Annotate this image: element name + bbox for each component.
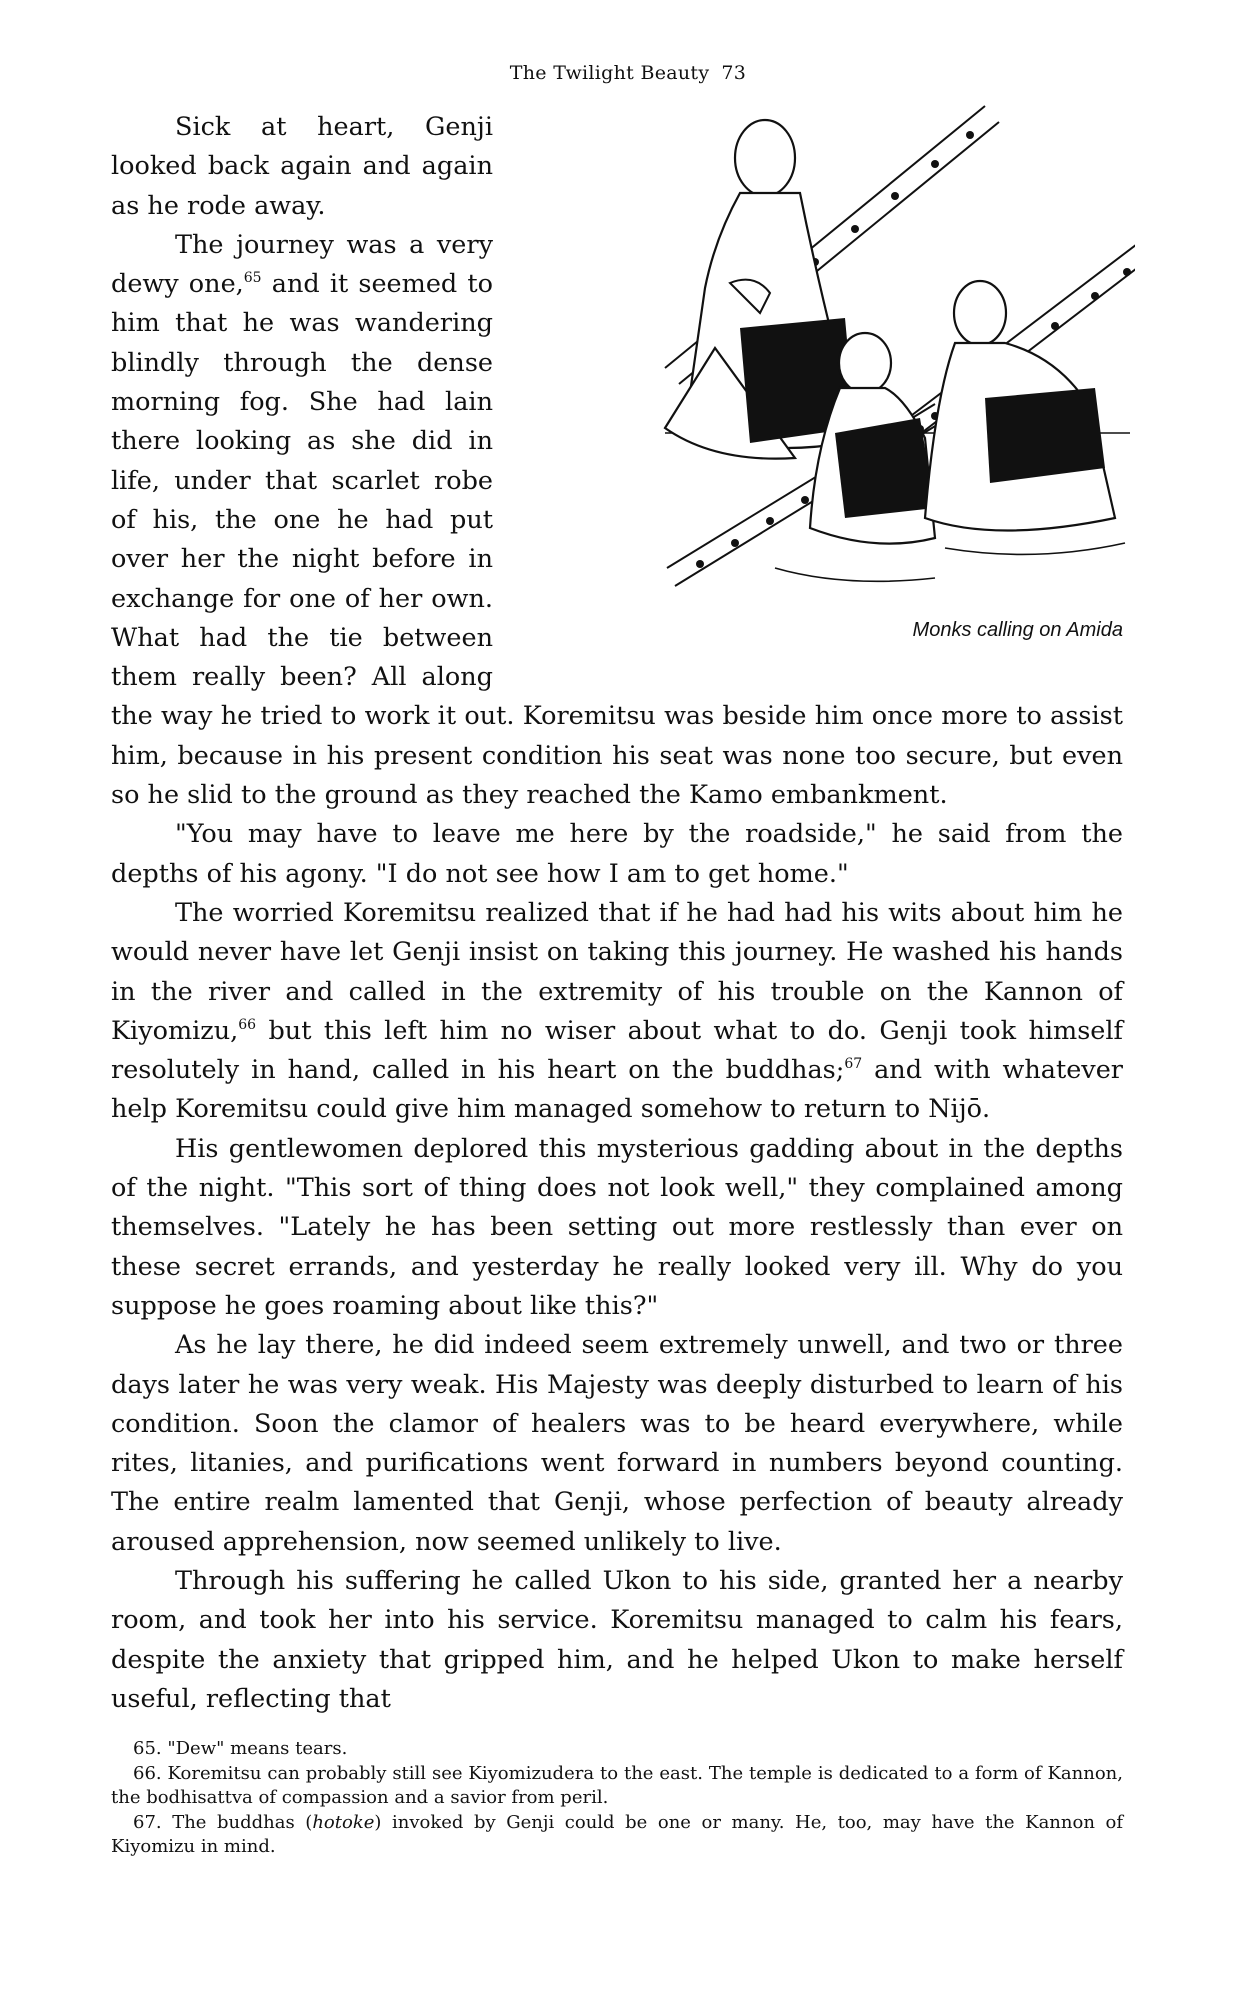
text-run: Through his suffering he called Ukon to his side, granted her a nearby room, and took her into his service. Koremitsu managed to calm his fears, despite the anxiety that gripped him, and he helped Ukon to make herself useful, reflecting that (111, 1565, 1123, 1714)
footnotes (111, 1737, 1123, 1860)
figure-caption: Monks calling on Amida (912, 619, 1123, 641)
text-run: The worried Koremitsu realized that if he had had his wits about him he would never have let Genji insist on taking this journey. He washed his hands in the river and called in the extremity of his trouble on the Kannon of Kiyomizu, (111, 897, 1123, 1046)
paragraph (111, 815, 1123, 894)
monks-illustration (515, 98, 1135, 608)
text-run: "You may have to leave me here by the roadside," he said from the depths of his agony. "I do not see how I am to get home." (111, 819, 1123, 889)
footnote (111, 1737, 1123, 1762)
footnote-ref: 67 (844, 1056, 863, 1073)
body-text (111, 108, 1123, 1719)
footnote-ref: 65 (243, 270, 262, 287)
paragraph (111, 1130, 1123, 1326)
italic-term: hotoke (312, 1811, 375, 1833)
chapter-title: The Twilight Beauty (509, 62, 710, 84)
paragraph (111, 1562, 1123, 1719)
text-run: 67. The buddhas ( (133, 1811, 313, 1833)
text-run: 66. Koremitsu can probably still see Kiyomizudera to the east. The temple is dedicated to a form of Kannon, the bodhisattva of compassion and a savior from peril. (111, 1762, 1123, 1808)
text-run: and with whatever help Koremitsu could give him managed somehow to return to Nijō. (111, 1055, 1123, 1125)
running-head (0, 62, 1256, 84)
text-run: The journey was a very dewy one, (111, 229, 493, 300)
text-run: As he lay there, he did indeed seem extremely unwell, and two or three days later he was very weak. His Majesty was deeply disturbed to learn of his condition. Soon the clamor of healers was to be heard everywhere, while rites, litanies, and purifications went forward in numbers beyond counting. The entire realm lamented that Genji, whose perfection of beauty already aroused apprehension, now seemed unlikely to live. (111, 1330, 1123, 1557)
footnote (111, 1811, 1123, 1860)
footnote (111, 1762, 1123, 1811)
text-run: ) invoked by Genji could be one or many. He, too, may have the Kannon of Kiyomizu in mind. (111, 1811, 1123, 1857)
text-run: His gentlewomen deplored this mysterious gadding about in the depths of the night. "This sort of thing does not look well," they complained among themselves. "Lately he has been setting out more restlessly than ever on these secret errands, and yesterday he really looked very ill. Why do you suppose he goes roaming about like this?" (111, 1133, 1123, 1321)
paragraph (111, 894, 1123, 1130)
text-run: 65. "Dew" means tears. (133, 1738, 348, 1759)
text-run: Sick at heart, Genji looked back again and again as he rode away. (111, 112, 493, 221)
paragraph (111, 1326, 1123, 1562)
footnote-ref: 66 (238, 1016, 257, 1033)
page-number: 73 (721, 62, 747, 84)
text-run: and it seemed to him that he was wandering blindly through the dense morning fog. She had lain there looking as she did in life, under that scarlet robe of his, the one he had put over her the night before in exchange for one of her own. What had the tie between them really been? All along the way he tried to work it out. Koremitsu was beside him once more to assist him, because in his present condition his seat was none too secure, but even so he slid to the ground as they reached the Kamo embankment. (111, 269, 1123, 811)
figure-monks-illustration (515, 98, 1135, 663)
text-run: but this left him no wiser about what to do. Genji took himself resolutely in hand, called in his heart on the buddhas; (111, 1015, 1123, 1086)
